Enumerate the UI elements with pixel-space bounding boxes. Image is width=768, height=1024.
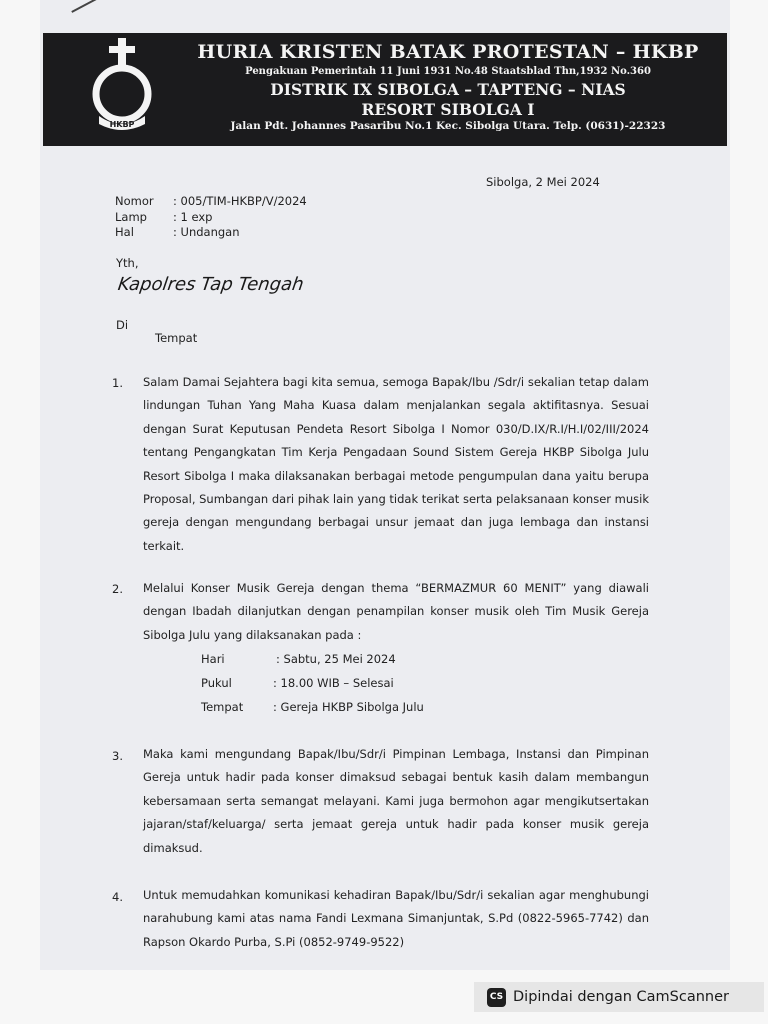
salutation: Yth, <box>116 256 139 270</box>
paragraph-text: Maka kami mengundang Bapak/Ibu/Sdr/i Pimpinan Lembaga, Instansi dan Pimpinan Gereja untuk hadir pada konser dimaksud sebagai bentuk kasih dalam membangun kebersamaan serta semangat melayani. Kami juga bermohon agar mengikutsertakan jajaran/staf/keluarga/ serta jemaat gereja untuk hadir pada konser musik gereja dimaksud. <box>143 747 649 855</box>
camscanner-badge <box>474 982 764 1012</box>
event-detail-label: Hari <box>201 652 225 666</box>
paragraph-number: 4. <box>112 890 123 904</box>
org-name: HURIA KRISTEN BATAK PROTESTAN – HKBP <box>197 41 699 63</box>
paragraph-number: 2. <box>112 582 123 596</box>
event-detail-value: : Sabtu, 25 Mei 2024 <box>276 652 396 666</box>
meta-value: : 1 exp <box>173 210 213 224</box>
event-detail-label: Tempat <box>201 700 244 714</box>
hkbp-cross-logo-icon <box>87 36 157 136</box>
address-line: Jalan Pdt. Johannes Pasaribu No.1 Kec. Sibolga Utara. Telp. (0631)-22323 <box>230 120 666 132</box>
paragraph-text: Melalui Konser Musik Gereja dengan thema “BERMAZMUR 60 MENIT” yang diawali dengan Ibadah dilanjutkan dengan penampilan konser musik oleh Tim Musik Gereja Sibolga Julu yang dilaksanakan pada : <box>143 581 649 642</box>
paragraph-text: Untuk memudahkan komunikasi kehadiran Bapak/Ibu/Sdr/i sekalian agar menghubungi narahubung kami atas nama Fandi Lexmana Simanjuntak, S.Pd (0822-5965-7742) dan Rapson Okardo Purba, S.Pi (0852-9749-9522) <box>143 888 649 949</box>
event-detail-label: Pukul <box>201 676 232 690</box>
meta-value: : 005/TIM-HKBP/V/2024 <box>173 194 307 208</box>
paragraph-number: 3. <box>112 749 123 763</box>
di-label: Di <box>116 318 129 332</box>
letter-page <box>40 0 730 970</box>
meta-label: Hal <box>115 225 134 239</box>
logo-text: HKBP <box>109 120 135 129</box>
letterhead <box>43 33 727 146</box>
handwritten-recipient: Kapolres Tap Tengah <box>116 274 306 295</box>
resort-line: RESORT SIBOLGA I <box>361 100 535 119</box>
recognition-line: Pengakuan Pemerintah 11 Juni 1931 No.48 Staatsblad Thn,1932 No.360 <box>245 66 651 77</box>
camscanner-icon: CS <box>487 988 506 1007</box>
event-detail-value: : Gereja HKBP Sibolga Julu <box>273 700 424 714</box>
paragraph-text: Salam Damai Sejahtera bagi kita semua, semoga Bapak/Ibu /Sdr/i sekalian tetap dalam lindungan Tuhan Yang Maha Kuasa dalam menjalankan segala aktifitasnya. Sesuai dengan Surat Keputusan Pendeta Resort Sibolga I Nomor 030/D.IX/R.I/H.I/02/III/2024 tentang Pengangkatan Tim Kerja Pengadaan Sound Sistem Gereja HKBP Sibolga Julu Resort Sibolga I maka dilaksanakan berbagai metode pengumpulan dana yaitu berupa Proposal, Sumbangan dari pihak lain yang tidak terikat serta pelaksanaan konser musik gereja dengan mengundang berbagai unsur jemaat dan juga lembaga dan instansi terkait. <box>143 375 649 553</box>
pen-mark <box>71 0 98 13</box>
meta-label: Nomor <box>115 194 154 208</box>
paragraph-number: 1. <box>112 376 123 390</box>
tempat-label: Tempat <box>155 331 198 345</box>
camscanner-text: Dipindai dengan CamScanner <box>513 989 730 1005</box>
place-date: Sibolga, 2 Mei 2024 <box>486 175 600 189</box>
district-line: DISTRIK IX SIBOLGA – TAPTENG – NIAS <box>270 80 626 99</box>
event-detail-value: : 18.00 WIB – Selesai <box>273 676 394 690</box>
meta-label: Lamp <box>115 210 147 224</box>
meta-value: : Undangan <box>173 225 240 239</box>
